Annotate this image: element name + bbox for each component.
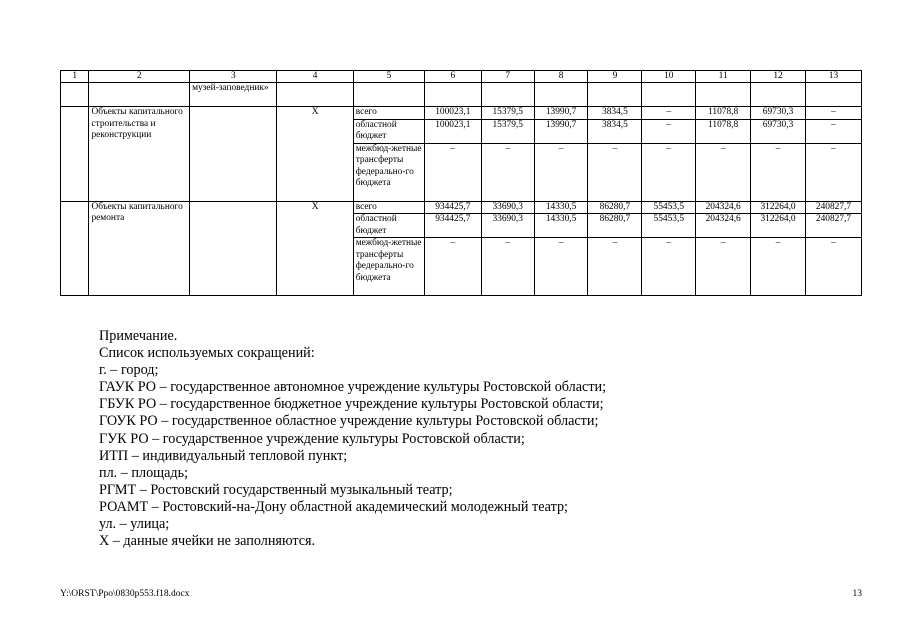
header-cell: 13 [805, 71, 861, 83]
value-cell: – [805, 107, 861, 120]
value-cell: 86280,7 [588, 214, 642, 238]
value-cell: 69730,3 [751, 107, 806, 120]
not-filled-mark-cell: X [277, 201, 353, 296]
value-cell: 3834,5 [588, 119, 642, 143]
value-cell: 11078,8 [696, 119, 751, 143]
value-cell: 204324,6 [696, 201, 751, 214]
value-cell: – [481, 143, 534, 201]
value-cell: 240827,7 [805, 214, 861, 238]
note-line: Список используемых сокращений: [99, 345, 315, 362]
note-line: ГУК РО – государственное учреждение культуры Ростовской области; [99, 430, 525, 447]
note-lines [99, 345, 606, 550]
value-cell: – [424, 238, 481, 296]
value-cell: – [805, 238, 861, 296]
table-cell [190, 201, 277, 296]
value-cell: – [534, 238, 588, 296]
header-cell: 6 [424, 71, 481, 83]
note-title: Примечание. [99, 328, 178, 344]
header-cell: 5 [353, 71, 424, 83]
funding-source-cell: всего [353, 107, 424, 120]
value-cell: 13990,7 [534, 107, 588, 120]
table-cell [481, 83, 534, 107]
note-line: пл. – площадь; [99, 464, 189, 481]
value-cell: 14330,5 [534, 214, 588, 238]
table-cell [190, 107, 277, 202]
table-cell [751, 83, 806, 107]
budget-table [60, 70, 862, 296]
value-cell: 13990,7 [534, 119, 588, 143]
value-cell: – [805, 143, 861, 201]
value-cell: 934425,7 [424, 201, 481, 214]
object-type-cell: Объекты капитального строительства и реконструкции [89, 107, 190, 202]
not-filled-mark-cell: X [277, 107, 353, 202]
note-line: ул. – улица; [99, 516, 170, 533]
value-cell: – [642, 119, 696, 143]
value-cell: – [534, 143, 588, 201]
value-cell: 55453,5 [642, 214, 696, 238]
value-cell: – [424, 143, 481, 201]
row-number-cell [61, 201, 89, 296]
value-cell: – [696, 238, 751, 296]
value-cell: – [805, 119, 861, 143]
funding-source-cell: межбюд-жетные трансферты федерально-го бюджета [353, 238, 424, 296]
header-cell: 4 [277, 71, 353, 83]
header-cell: 9 [588, 71, 642, 83]
funding-source-cell: областной бюджет [353, 214, 424, 238]
value-cell: 240827,7 [805, 201, 861, 214]
header-cell: 1 [61, 71, 89, 83]
header-cell: 11 [696, 71, 751, 83]
footer-page-number: 13 [852, 589, 862, 599]
table-row [61, 201, 862, 214]
table-cell [588, 83, 642, 107]
value-cell: 100023,1 [424, 107, 481, 120]
note-line: РОАМТ – Ростовский-на-Дону областной академический молодежный театр; [99, 498, 569, 515]
note-line: ГБУК РО – государственное бюджетное учреждение культуры Ростовской области; [99, 396, 604, 413]
value-cell: 15379,5 [481, 119, 534, 143]
value-cell: 204324,6 [696, 214, 751, 238]
note-line: РГМТ – Ростовский государственный музыкальный театр; [99, 481, 453, 498]
header-cell: 12 [751, 71, 806, 83]
funding-source-cell: всего [353, 201, 424, 214]
note-line: ГАУК РО – государственное автономное учреждение культуры Ростовской области; [99, 379, 607, 396]
value-cell: 312264,0 [751, 201, 806, 214]
table-cell [353, 83, 424, 107]
value-cell: 86280,7 [588, 201, 642, 214]
value-cell: – [751, 238, 806, 296]
value-cell: – [696, 143, 751, 201]
object-type-cell: Объекты капитального ремонта [89, 201, 190, 296]
value-cell: 14330,5 [534, 201, 588, 214]
value-cell: – [751, 143, 806, 201]
value-cell: 11078,8 [696, 107, 751, 120]
value-cell: – [588, 238, 642, 296]
continuation-row [61, 83, 862, 107]
value-cell: 312264,0 [751, 214, 806, 238]
abbreviations-note [99, 328, 606, 550]
row-number-cell [61, 107, 89, 202]
value-cell: – [642, 143, 696, 201]
footer-file-path: Y:\ORST\Ppo\0830p553.f18.docx [60, 589, 190, 599]
funding-source-cell: областной бюджет [353, 119, 424, 143]
table-row [61, 107, 862, 120]
header-cell: 3 [190, 71, 277, 83]
table-cell [424, 83, 481, 107]
value-cell: 100023,1 [424, 119, 481, 143]
value-cell: 33690,3 [481, 214, 534, 238]
header-cell: 8 [534, 71, 588, 83]
value-cell: – [642, 107, 696, 120]
value-cell: 15379,5 [481, 107, 534, 120]
table-cell [534, 83, 588, 107]
value-cell: – [588, 143, 642, 201]
header-cell: 10 [642, 71, 696, 83]
value-cell: – [642, 238, 696, 296]
table-cell [642, 83, 696, 107]
table-cell [277, 83, 353, 107]
header-cell: 2 [89, 71, 190, 83]
value-cell: 33690,3 [481, 201, 534, 214]
continuation-cell: музей-заповедник» [190, 83, 277, 107]
note-line: ИТП – индивидуальный тепловой пункт; [99, 447, 348, 464]
value-cell: 934425,7 [424, 214, 481, 238]
value-cell: 3834,5 [588, 107, 642, 120]
value-cell: – [481, 238, 534, 296]
table-cell [89, 83, 190, 107]
header-cell: 7 [481, 71, 534, 83]
funding-source-cell: межбюд-жетные трансферты федерально-го бюджета [353, 143, 424, 201]
table-header-row [61, 71, 862, 83]
note-line: X – данные ячейки не заполняются. [99, 533, 316, 550]
table-cell [696, 83, 751, 107]
table-cell [61, 83, 89, 107]
note-line: ГОУК РО – государственное областное учреждение культуры Ростовской области; [99, 413, 599, 430]
value-cell: 55453,5 [642, 201, 696, 214]
note-line: г. – город; [99, 362, 159, 379]
value-cell: 69730,3 [751, 119, 806, 143]
table-cell [805, 83, 861, 107]
table-body [61, 71, 862, 296]
